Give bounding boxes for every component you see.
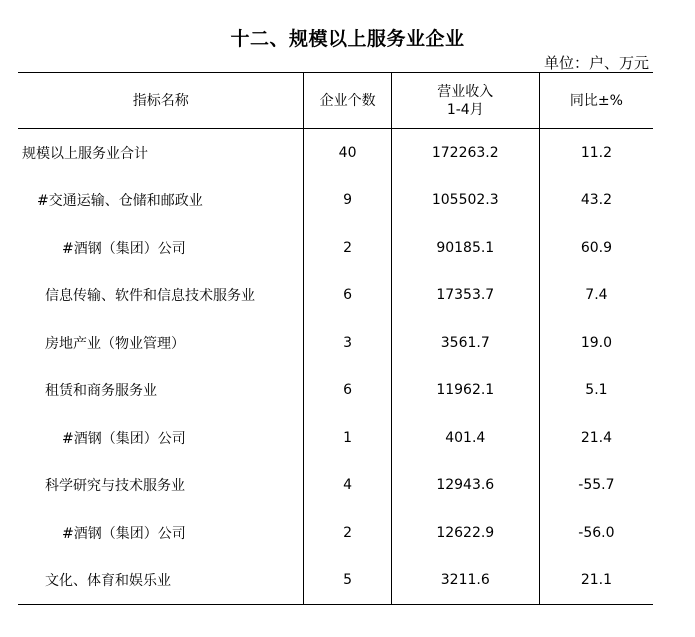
row-name: #酒钢（集团）公司 (18, 509, 304, 557)
header-indicator-name: 指标名称 (18, 73, 304, 129)
row-count: 2 (304, 224, 391, 272)
row-revenue: 3561.7 (391, 319, 539, 367)
row-count: 4 (304, 462, 391, 510)
row-count: 40 (304, 129, 391, 177)
row-count: 2 (304, 509, 391, 557)
row-yoy: 5.1 (585, 382, 608, 399)
row-revenue: 12943.6 (391, 462, 539, 510)
table-row (18, 462, 653, 510)
table-row (18, 224, 653, 272)
header-revenue-line2: 1-4月 (446, 101, 484, 118)
row-revenue: 172263.2 (391, 129, 539, 177)
row-count: 9 (304, 177, 391, 225)
row-revenue: 90185.1 (391, 224, 539, 272)
row-yoy: 21.1 (539, 557, 653, 605)
header-row (18, 73, 653, 129)
row-name: 科学研究与技术服务业 (18, 462, 304, 510)
table-row (18, 129, 653, 177)
table-row (18, 414, 653, 462)
header-revenue-line1: 营业收入 (437, 83, 494, 100)
data-table (18, 72, 653, 605)
row-yoy: 19.0 (580, 334, 612, 351)
row-name: #酒钢（集团）公司 (18, 414, 304, 462)
row-name: 信息传输、软件和信息技术服务业 (18, 272, 304, 320)
row-name: 规模以上服务业合计 (18, 129, 304, 177)
row-count: 3 (304, 319, 391, 367)
table-row (18, 319, 653, 367)
row-yoy: 7.4 (585, 287, 608, 304)
row-yoy: -56.0 (578, 524, 615, 541)
row-revenue: 11962.1 (391, 367, 539, 415)
row-count: 5 (304, 557, 391, 605)
row-yoy: 60.9 (580, 239, 612, 256)
row-name: 租赁和商务服务业 (18, 367, 304, 415)
header-enterprise-count: 企业个数 (304, 73, 391, 129)
row-yoy: 21.4 (580, 429, 612, 446)
row-revenue: 105502.3 (391, 177, 539, 225)
table-row (18, 272, 653, 320)
header-revenue (391, 73, 539, 129)
table-row (18, 557, 653, 605)
row-name: 文化、体育和娱乐业 (18, 557, 304, 605)
table-row (18, 367, 653, 415)
row-revenue: 17353.7 (391, 272, 539, 320)
row-name: #酒钢（集团）公司 (18, 224, 304, 272)
page-title: 十二、规模以上服务业企业 (230, 28, 465, 50)
row-count: 1 (304, 414, 391, 462)
row-yoy: 11.2 (580, 144, 612, 161)
row-name: #交通运输、仓储和邮政业 (18, 177, 304, 225)
row-revenue: 3211.6 (391, 557, 539, 605)
table-row (18, 177, 653, 225)
row-yoy: 43.2 (580, 192, 612, 209)
row-count: 6 (304, 367, 391, 415)
header-yoy: 同比±% (539, 73, 653, 129)
row-revenue: 401.4 (391, 414, 539, 462)
table-row (18, 509, 653, 557)
row-revenue: 12622.9 (391, 509, 539, 557)
row-name: 房地产业（物业管理） (18, 319, 304, 367)
unit-label: 单位：户、万元 (543, 54, 649, 72)
row-yoy: -55.7 (578, 477, 615, 494)
row-count: 6 (304, 272, 391, 320)
